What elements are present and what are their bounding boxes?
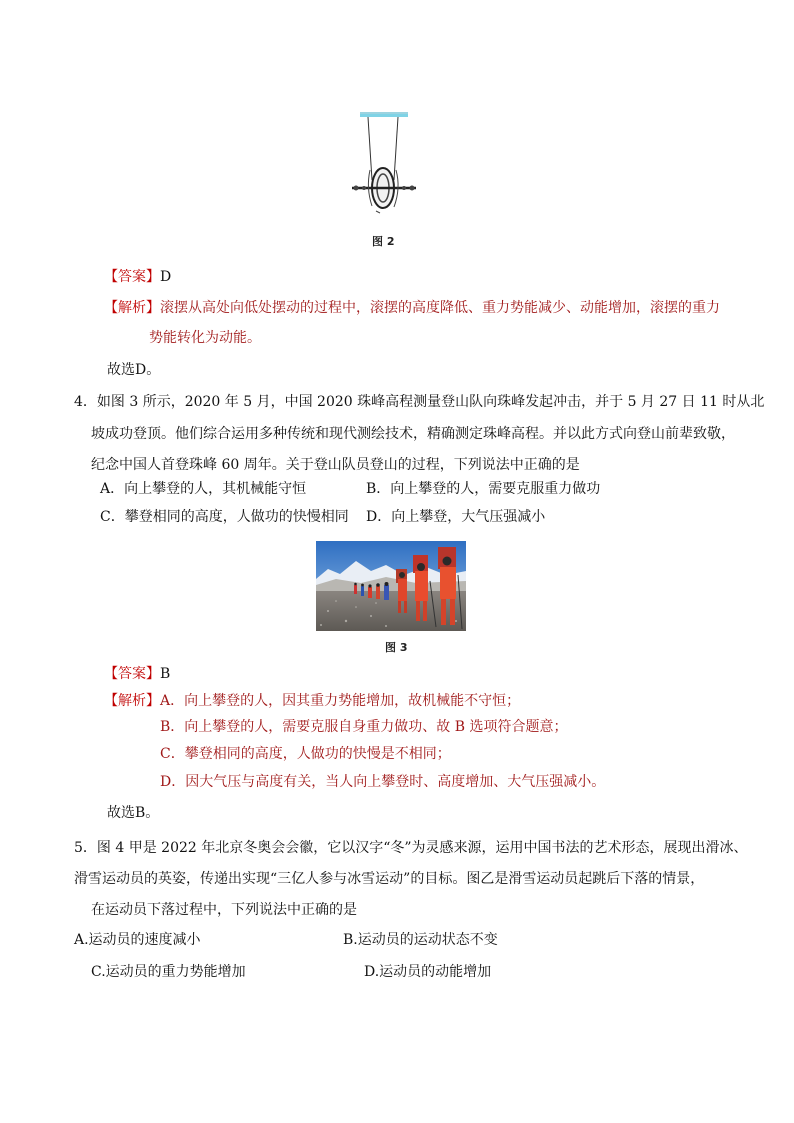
q5-stem-line1: 5．图 4 甲是 2022 年北京冬奥会会徽，它以汉字“冬”为灵感来源，运用中国书法的艺术形态，展现出滑冰、 [74, 840, 748, 856]
answer-tag: 【答案】 [104, 269, 160, 285]
q4-analysis-a [104, 691, 520, 711]
q5-stem-line2: 滑雪运动员的英姿，传递出实现“三亿人参与冰雪运动”的目标。图乙是滑雪运动员起跳后下落的情景， [74, 871, 705, 887]
fig3-caption: 图 3 [385, 641, 408, 654]
answer-value: B [160, 666, 171, 682]
q3-analysis [104, 298, 720, 318]
q4-option-a: A．向上攀登的人，其机械能守恒 [100, 481, 307, 497]
q4-analysis-b: B．向上攀登的人，需要克服自身重力做功、故 B 选项符合题意； [160, 719, 568, 735]
q4-stem-line3: 纪念中国人首登珠峰 60 周年。关于登山队员登山的过程，下列说法中正确的是 [91, 457, 580, 473]
q3-analysis-cont: 势能转化为动能。 [149, 330, 261, 346]
q3-answer [104, 267, 171, 287]
q3-conclusion: 故选D。 [107, 362, 161, 378]
analysis-text: 滚摆从高处向低处摆动的过程中，滚摆的高度降低、重力势能减少、动能增加，滚摆的重力 [160, 300, 720, 316]
q5-option-b: B.运动员的运动状态不变 [343, 932, 498, 948]
q4-stem-line1: 4．如图 3 所示，2020 年 5 月，中国 2020 珠峰高程测量登山队向珠峰发起冲击，并于 5 月 27 日 11 时从北 [74, 394, 765, 410]
answer-value: D [160, 269, 172, 285]
q5-option-a: A.运动员的速度减小 [74, 932, 201, 948]
analysis-tag: 【解析】 [104, 300, 160, 316]
q4-option-c: C．攀登相同的高度，人做功的快慢相同 [100, 509, 349, 525]
q4-conclusion: 故选B。 [107, 805, 160, 821]
q4-answer [104, 664, 170, 684]
analysis-text: A．向上攀登的人，因其重力势能增加，故机械能不守恒； [160, 693, 521, 709]
q4-option-d: D．向上攀登，大气压强减小 [366, 509, 546, 525]
climbers-photo [316, 541, 466, 631]
q4-option-b: B．向上攀登的人，需要克服重力做功 [366, 481, 601, 497]
fig2-caption: 图 2 [372, 235, 395, 248]
q4-analysis-c: C．攀登相同的高度，人做功的快慢是不相同； [160, 746, 451, 762]
rolling-pendulum-figure [346, 110, 422, 220]
q5-stem-line3: 在运动员下落过程中，下列说法中正确的是 [91, 902, 357, 918]
q4-stem-line2: 坡成功登顶。他们综合运用多种传统和现代测绘技术，精确测定珠峰高程。并以此方式向登山前辈致敬， [91, 426, 735, 442]
q5-option-d: D.运动员的动能增加 [364, 964, 492, 980]
q5-option-c: C.运动员的重力势能增加 [91, 964, 246, 980]
q4-analysis-d: D．因大气压与高度有关，当人向上攀登时、高度增加、大气压强减小。 [160, 774, 606, 790]
answer-tag: 【答案】 [104, 666, 160, 682]
analysis-tag: 【解析】 [104, 693, 160, 709]
